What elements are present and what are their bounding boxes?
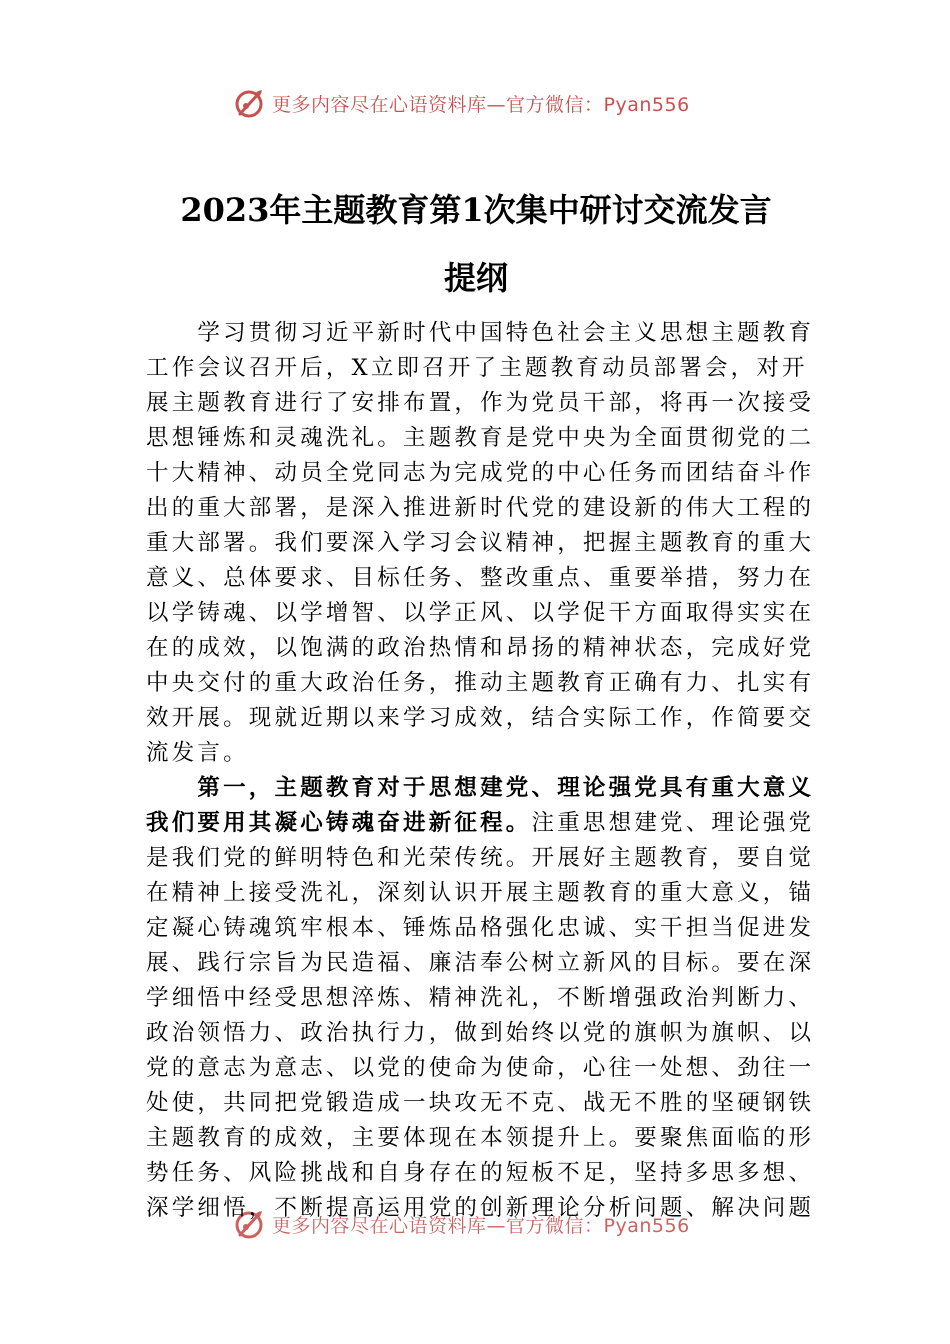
paragraph-line: 重大部署。我们要深入学习会议精神，把握主题教育的重大 (146, 530, 815, 556)
paragraph-line: 党的意志为意志、以党的使命为使命，心往一处想、劲往一 (146, 1055, 815, 1081)
paragraph-line: 在的成效，以饱满的政治热情和昂扬的精神状态，完成好党 (146, 635, 815, 661)
paragraph-line: 出的重大部署，是深入推进新时代党的建设新的伟大工程的 (146, 495, 815, 521)
paragraph-line: 以学铸魂、以学增智、以学正风、以学促干方面取得实实在 (146, 600, 815, 626)
paragraph-line: 展、践行宗旨为民造福、廉洁奉公树立新风的目标。要在深 (146, 950, 815, 976)
paragraph-line: 思想锤炼和灵魂洗礼。主题教育是党中央为全面贯彻党的二 (146, 425, 815, 451)
paragraph-line: 深学细悟，不断提高运用党的创新理论分析问题、解决问题 (146, 1195, 815, 1221)
document-title-line2: 提纲 (443, 259, 508, 297)
paragraph-line: 处使，共同把党锻造成一块攻无不克、战无不胜的坚硬钢铁 (146, 1090, 815, 1116)
paragraph-line: 在精神上接受洗礼，深刻认识开展主题教育的重大意义，锚 (146, 880, 815, 906)
paragraph-line: 学习贯彻习近平新时代中国特色社会主义思想主题教育 (146, 320, 815, 346)
paragraph-line: 势任务、风险挑战和自身存在的短板不足，坚持多思多想、 (146, 1160, 815, 1186)
paragraph-line: 定凝心铸魂筑牢根本、锤炼品格强化忠诚、实干担当促进发 (146, 915, 815, 941)
paragraph-line: 十大精神、动员全党同志为完成党的中心任务而团结奋斗作 (146, 460, 815, 486)
paragraph-text: 注重思想建党、理论强党 (531, 810, 815, 836)
paragraph-line: 效开展。现就近期以来学习成效，结合实际工作，作简要交 (146, 705, 815, 731)
paragraph-line: 展主题教育进行了安排布置，作为党员干部，将再一次接受 (146, 390, 815, 416)
paragraph-line: 工作会议召开后，X立即召开了主题教育动员部署会，对开 (146, 355, 808, 381)
paragraph-line (146, 806, 815, 841)
section-heading-continued: 我们要用其凝心铸魂奋进新征程。 (146, 810, 532, 836)
pen-logo-icon (232, 86, 266, 120)
paragraph-line: 意义、总体要求、目标任务、整改重点、重要举措，努力在 (146, 565, 815, 591)
paragraph-line: 主题教育的成效，主要体现在本领提升上。要聚焦面临的形 (146, 1125, 815, 1151)
paragraph-line: 流发言。 (146, 740, 249, 766)
paragraph-line: 是我们党的鲜明特色和光荣传统。开展好主题教育，要自觉 (146, 845, 815, 871)
paragraph-line: 学细悟中经受思想淬炼、精神洗礼，不断增强政治判断力、 (146, 985, 815, 1011)
paragraph-line: 中央交付的重大政治任务，推动主题教育正确有力、扎实有 (146, 670, 815, 696)
watermark-text: 更多内容尽在心语资料库—官方微信：Pyan556 (272, 1214, 690, 1237)
paragraph-line: 政治领悟力、政治执行力，做到始终以党的旗帜为旗帜、以 (146, 1020, 815, 1046)
section-heading: 第一，主题教育对于思想建党、理论强党具有重大意义 (146, 775, 815, 801)
watermark-text: 更多内容尽在心语资料库—官方微信：Pyan556 (272, 93, 690, 116)
document-title: 2023年主题教育第1次集中研讨交流发言 (180, 191, 772, 229)
watermark-header (232, 83, 752, 123)
